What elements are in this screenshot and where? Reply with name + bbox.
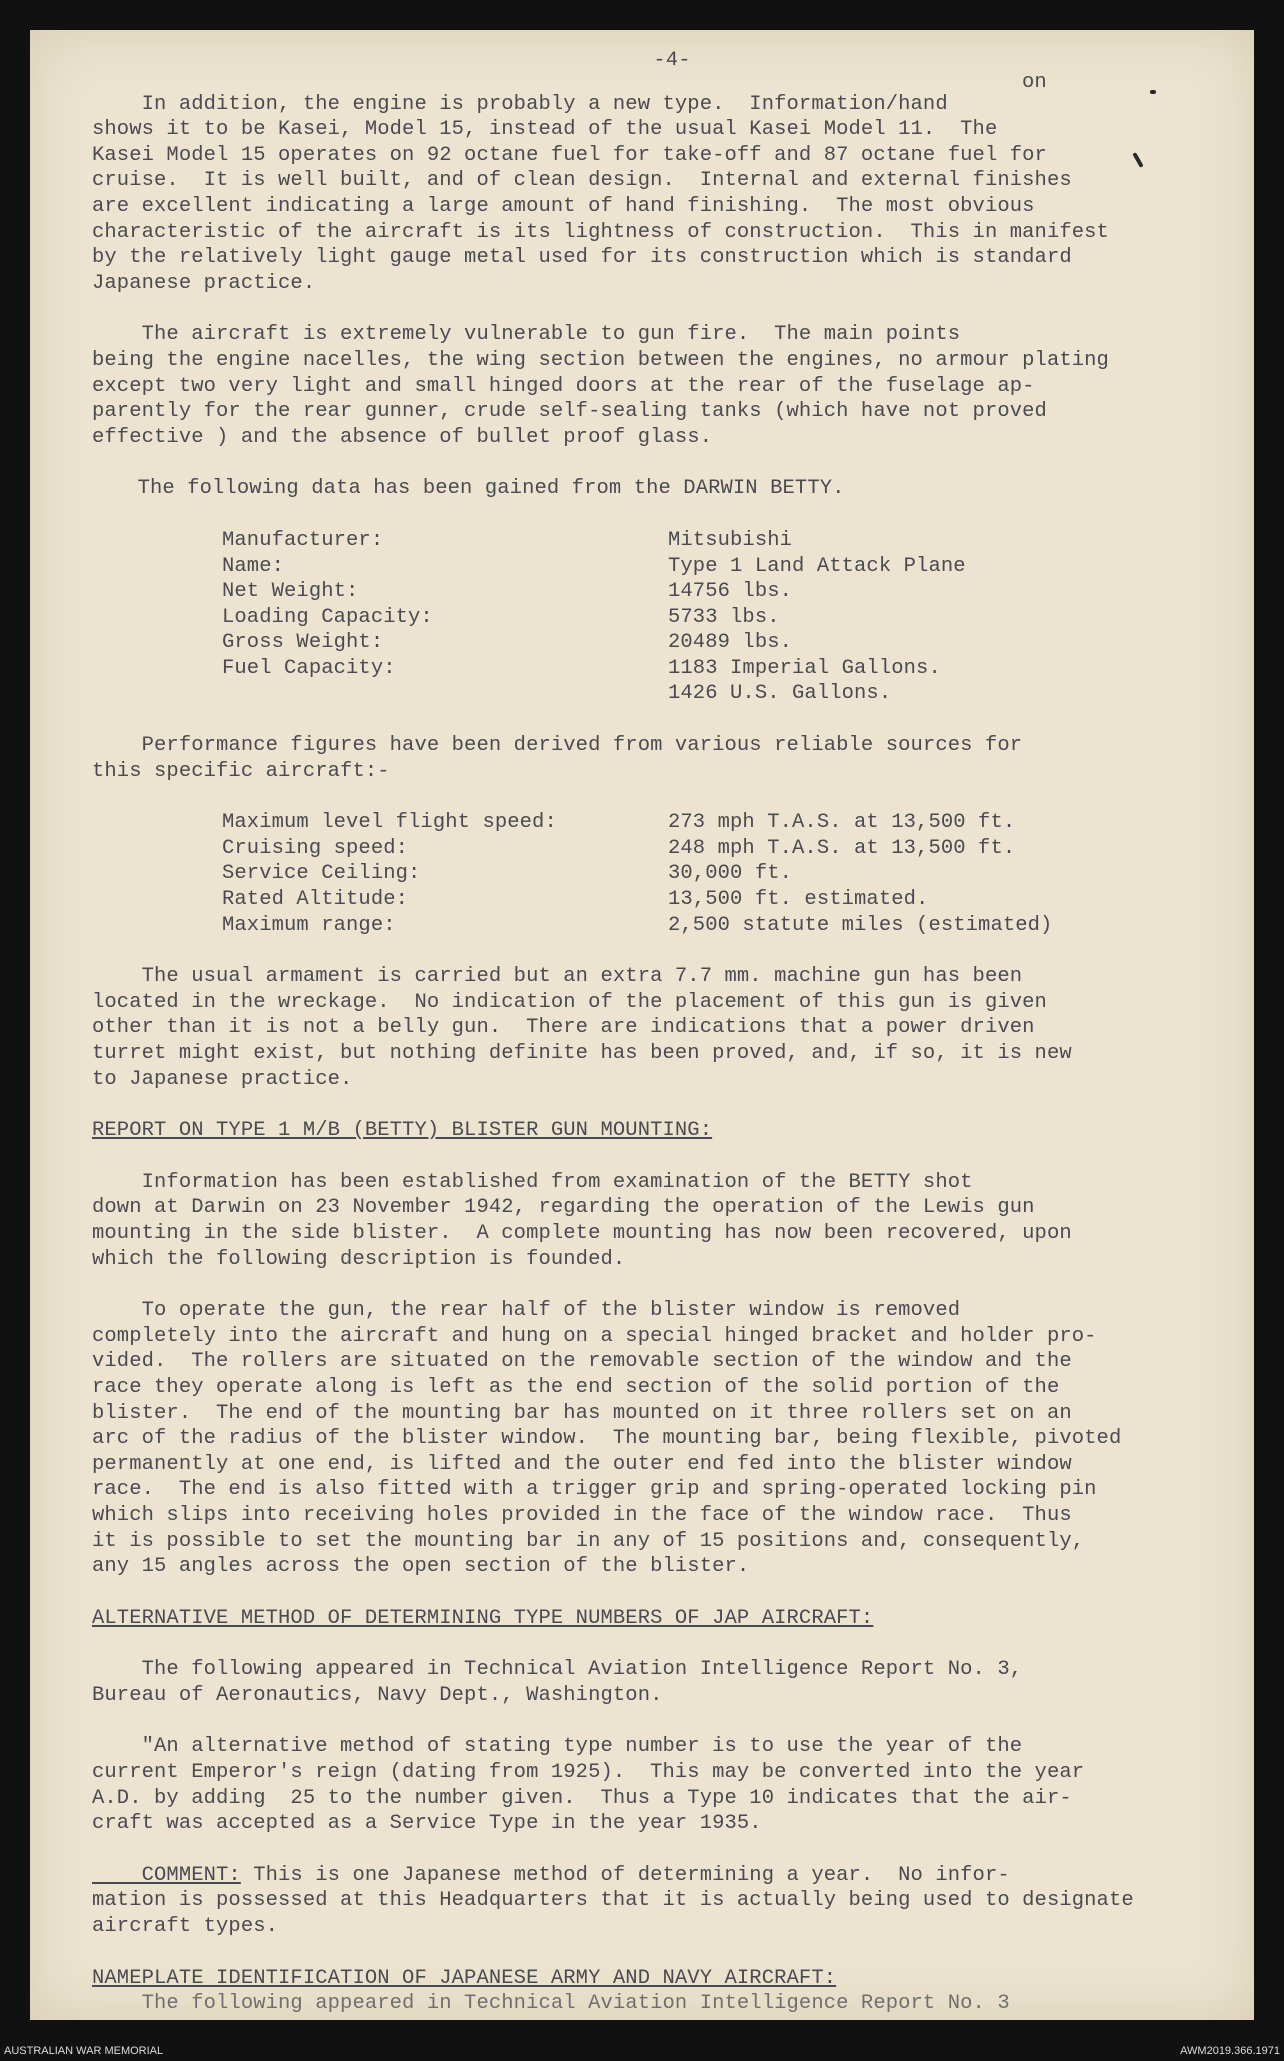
performance-label: Service Ceiling:: [222, 862, 421, 886]
typed-text: [88, 48, 1192, 2017]
performance-intro: [92, 733, 1192, 784]
spec-label: Net Weight:: [222, 580, 359, 604]
text-line: aircraft types.: [92, 1915, 279, 1939]
archive-footer: [0, 2043, 1284, 2061]
text-line: Japanese practice.: [92, 271, 316, 295]
spec-value: Type 1 Land Attack Plane: [668, 554, 966, 578]
comment-paragraph: [92, 1863, 1192, 1940]
spec-row: [222, 528, 1192, 554]
text-line: The usual armament is carried but an extra 7.7 mm. machine gun has been: [92, 965, 1023, 989]
spec-label: Gross Weight:: [222, 631, 384, 655]
comment-label: COMMENT:: [92, 1863, 241, 1887]
alternative-method-heading: ALTERNATIVE METHOD OF DETERMINING TYPE NUMBERS OF JAP AIRCRAFT:: [92, 1606, 874, 1630]
text-line: which the following description is founded.: [92, 1247, 626, 1271]
specs-table: [92, 528, 1192, 707]
text-line: Bureau of Aeronautics, Navy Dept., Washington.: [92, 1683, 663, 1707]
spec-label: Fuel Capacity:: [222, 656, 396, 680]
text-line: to Japanese practice.: [92, 1067, 353, 1091]
performance-table: [92, 810, 1192, 938]
text-line: by the relatively light gauge metal used for its construction which is standard: [92, 246, 1072, 270]
performance-value: 30,000 ft.: [668, 862, 793, 886]
spec-row: [222, 630, 1192, 656]
vulnerability-paragraph: [92, 322, 1192, 450]
text-line: characteristic of the aircraft is its lightness of construction. This in manifest: [92, 220, 1109, 244]
spec-value: 1183 Imperial Gallons.: [668, 656, 941, 680]
text-line: The following appeared in Technical Aviation Intelligence Report No. 3: [92, 1992, 1010, 2016]
text-line: this specific aircraft:-: [92, 759, 390, 783]
text-line: turret might exist, but nothing definite has been proved, and, if so, it is new: [92, 1042, 1072, 1065]
text-line: Information has been established from examination of the BETTY shot: [92, 1170, 973, 1194]
performance-row: [222, 836, 1192, 862]
footer-left: AUSTRALIAN WAR MEMORIAL: [4, 2045, 164, 2057]
data-intro: The following data has been gained from the DARWIN BETTY.: [88, 477, 845, 501]
spec-row: [222, 579, 1192, 605]
blister-paragraph-1: [92, 1170, 1192, 1272]
performance-value: 273 mph T.A.S. at 13,500 ft.: [668, 811, 1016, 835]
text-line: This is one Japanese method of determining a year. No infor-: [240, 1863, 1010, 1887]
text-line: To operate the gun, the rear half of the blister window is removed: [92, 1299, 961, 1323]
text-line: In addition, the engine is probably a new type. Information/hand: [92, 92, 948, 116]
text-line: located in the wreckage. No indication of the placement of this gun is given: [92, 990, 1047, 1014]
performance-row: [222, 810, 1192, 836]
performance-value: 2,500 statute miles (estimated): [668, 913, 1053, 937]
text-line: shows it to be Kasei, Model 15, instead of the usual Kasei Model 11. The: [92, 118, 998, 142]
document-page: [30, 30, 1254, 2020]
spec-value: 14756 lbs.: [668, 580, 793, 604]
text-line: being the engine nacelles, the wing section between the engines, no armour plating: [92, 348, 1109, 372]
spec-value: 20489 lbs.: [668, 631, 793, 655]
footer-right: AWM2019.366.1971: [1180, 2045, 1280, 2057]
text-line: The following appeared in Technical Aviation Intelligence Report No. 3,: [92, 1658, 1023, 1682]
text-line: race. The end is also fitted with a trigger grip and spring-operated locking pin: [92, 1478, 1097, 1502]
engine-paragraph: [92, 92, 1192, 297]
page-number: -4-: [653, 49, 691, 72]
text-line: Performance figures have been derived from various reliable sources for: [92, 734, 1023, 758]
blister-section-heading: REPORT ON TYPE 1 M/B (BETTY) BLISTER GUN MOUNTING:: [92, 1119, 713, 1143]
performance-label: Rated Altitude:: [222, 888, 409, 912]
text-line: arc of the radius of the blister window. The mounting bar, being flexible, pivoted: [92, 1427, 1122, 1451]
spec-row: [222, 656, 1192, 682]
spec-label: Manufacturer:: [222, 528, 384, 552]
text-line: "An alternative method of stating type number is to use the year of the: [92, 1735, 1023, 1759]
alternative-quote: [92, 1734, 1192, 1836]
spec-row: [222, 681, 1192, 707]
spec-value: 1426 U.S. Gallons.: [668, 682, 892, 706]
performance-label: Cruising speed:: [222, 836, 409, 860]
text-line: down at Darwin on 23 November 1942, regarding the operation of the Lewis gun: [92, 1196, 1035, 1220]
nameplate-heading: NAMEPLATE IDENTIFICATION OF JAPANESE ARMY AND NAVY AIRCRAFT:: [92, 1966, 837, 1990]
text-line: craft was accepted as a Service Type in the year 1935.: [92, 1812, 762, 1836]
text-line: except two very light and small hinged doors at the rear of the fuselage ap-: [92, 374, 1035, 398]
text-line: parently for the rear gunner, crude self-sealing tanks (which have not proved: [92, 400, 1047, 424]
armament-paragraph: [92, 964, 1192, 1092]
text-line: any 15 angles across the open section of the blister.: [92, 1555, 750, 1579]
spec-label: Name:: [222, 554, 285, 578]
performance-value: 13,500 ft. estimated.: [668, 888, 929, 912]
spec-value: Mitsubishi: [668, 528, 793, 552]
text-line: mounting in the side blister. A complete mounting has now been recovered, upon: [92, 1221, 1072, 1245]
insert-note: on: [1022, 70, 1047, 94]
text-line: mation is possessed at this Headquarters that it is actually being used to designate: [92, 1889, 1134, 1913]
text-line: other than it is not a belly gun. There are indications that a power driven: [92, 1016, 1035, 1040]
performance-row: [222, 861, 1192, 887]
performance-label: Maximum range:: [222, 913, 396, 937]
text-line: current Emperor's reign (dating from 1925). This may be converted into the year: [92, 1761, 1085, 1785]
text-line: vided. The rollers are situated on the removable section of the window and the: [92, 1350, 1072, 1374]
text-line: race they operate along is left as the end section of the solid portion of the: [92, 1375, 1060, 1399]
alternative-paragraph: [92, 1657, 1192, 1708]
spec-label: Loading Capacity:: [222, 605, 433, 629]
performance-value: 248 mph T.A.S. at 13,500 ft.: [668, 836, 1016, 860]
text-line: permanently at one end, is lifted and the outer end fed into the blister window: [92, 1452, 1072, 1476]
text-line: The aircraft is extremely vulnerable to gun fire. The main points: [92, 323, 961, 347]
text-line: completely into the aircraft and hung on a special hinged bracket and holder pro-: [92, 1324, 1097, 1348]
performance-label: Maximum level flight speed:: [222, 811, 557, 835]
performance-row: [222, 887, 1192, 913]
performance-row: [222, 913, 1192, 939]
spec-value: 5733 lbs.: [668, 605, 780, 629]
text-line: which slips into receiving holes provided in the face of the window race. Thus: [92, 1503, 1072, 1527]
text-line: effective ) and the absence of bullet proof glass.: [92, 425, 713, 449]
text-line: blister. The end of the mounting bar has mounted on it three rollers set on an: [92, 1401, 1072, 1425]
text-line: Kasei Model 15 operates on 92 octane fuel for take-off and 87 octane fuel for: [92, 143, 1047, 167]
blister-paragraph-2: [92, 1298, 1192, 1580]
spec-row: [222, 554, 1192, 580]
text-line: A.D. by adding 25 to the number given. Thus a Type 10 indicates that the air-: [92, 1786, 1072, 1810]
text-line: it is possible to set the mounting bar in any of 15 positions and, consequently,: [92, 1529, 1085, 1553]
spec-row: [222, 605, 1192, 631]
text-line: are excellent indicating a large amount of hand finishing. The most obvious: [92, 194, 1035, 218]
text-line: cruise. It is well built, and of clean design. Internal and external finishes: [92, 169, 1072, 193]
